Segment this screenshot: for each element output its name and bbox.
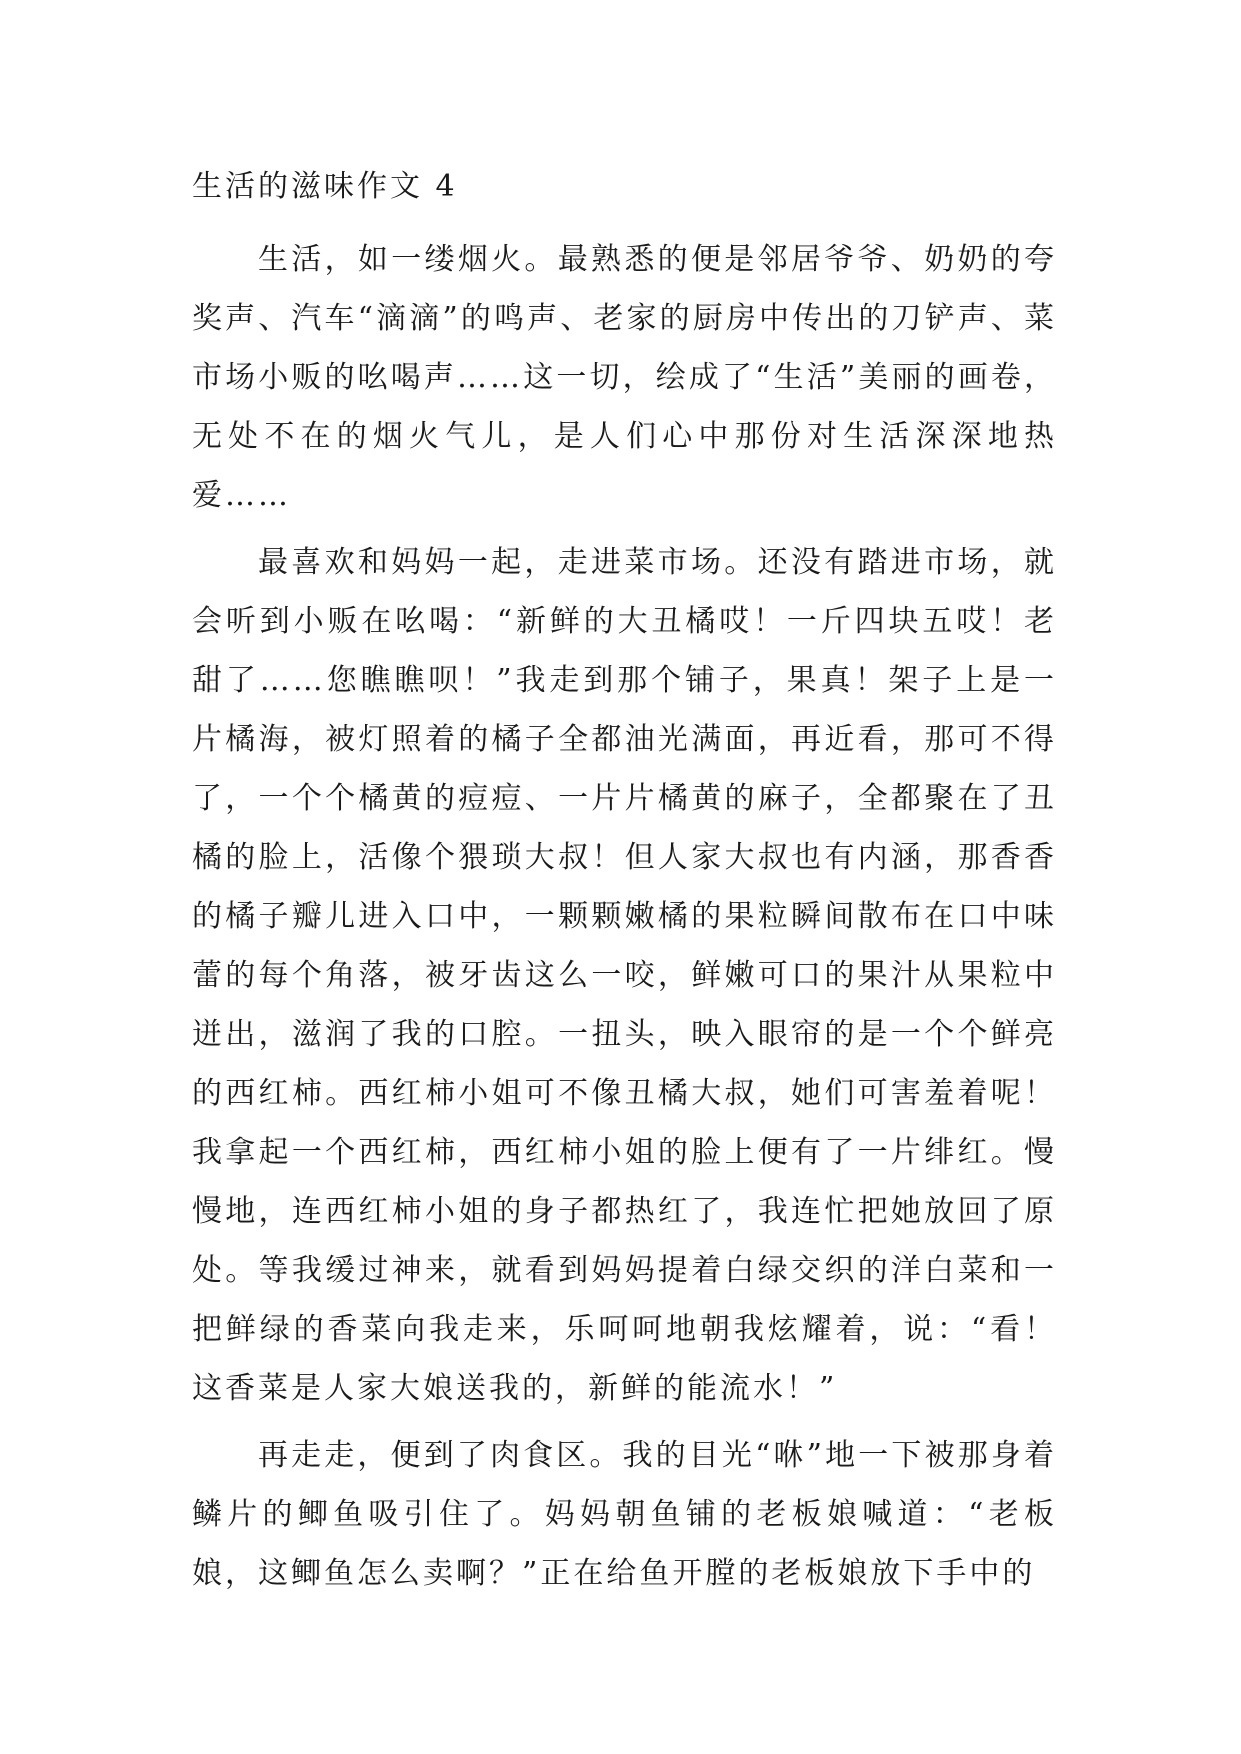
paragraph-3: 再走走，便到了肉食区。我的目光“咻”地一下被那身着鳞片的鲫鱼吸引住了。妈妈朝鱼铺的老板娘喊道：“老板娘，这鲫鱼怎么卖啊？”正在给鱼开膛的老板娘放下手中的 xyxy=(192,1438,1057,1591)
paragraph-1: 生活，如一缕烟火。最熟悉的便是邻居爷爷、奶奶的夸奖声、汽车“滴滴”的鸣声、老家的厨房中传出的刀铲声、菜市场小贩的吆喝声……这一切，绘成了“生活”美丽的画卷，无处不在的烟火气儿，是人们心中那份对生活深深地热爱…… xyxy=(192,242,1057,513)
document-title: 生活的滋味作文 4 xyxy=(192,169,458,204)
paragraph-2: 最喜欢和妈妈一起，走进菜市场。还没有踏进市场，就会听到小贩在吆喝：“新鲜的大丑橘哎！一斤四块五哎！老甜了……您瞧瞧呗！”我走到那个铺子，果真！架子上是一片橘海，被灯照着的橘子全都油光满面，再近看，那可不得了，一个个橘黄的痘痘、一片片橘黄的麻子，全都聚在了丑橘的脸上，活像个猥琐大叔！但人家大叔也有内涵，那香香的橘子瓣儿进入口中，一颗颗嫩橘的果粒瞬间散布在口中味蕾的每个角落，被牙齿这么一咬，鲜嫩可口的果汁从果粒中迸出，滋润了我的口腔。一扭头，映入眼帘的是一个个鲜亮的西红柿。西红柿小姐可不像丑橘大叔，她们可害羞着呢！我拿起一个西红柿，西红柿小姐的脸上便有了一片绯红。慢慢地，连西红柿小姐的身子都热红了，我连忙把她放回了原处。等我缓过神来，就看到妈妈提着白绿交织的洋白菜和一把鲜绿的香菜向我走来，乐呵呵地朝我炫耀着，说：“看！这香菜是人家大娘送我的，新鲜的能流水！” xyxy=(192,545,1057,1406)
document-body xyxy=(192,158,1057,1603)
